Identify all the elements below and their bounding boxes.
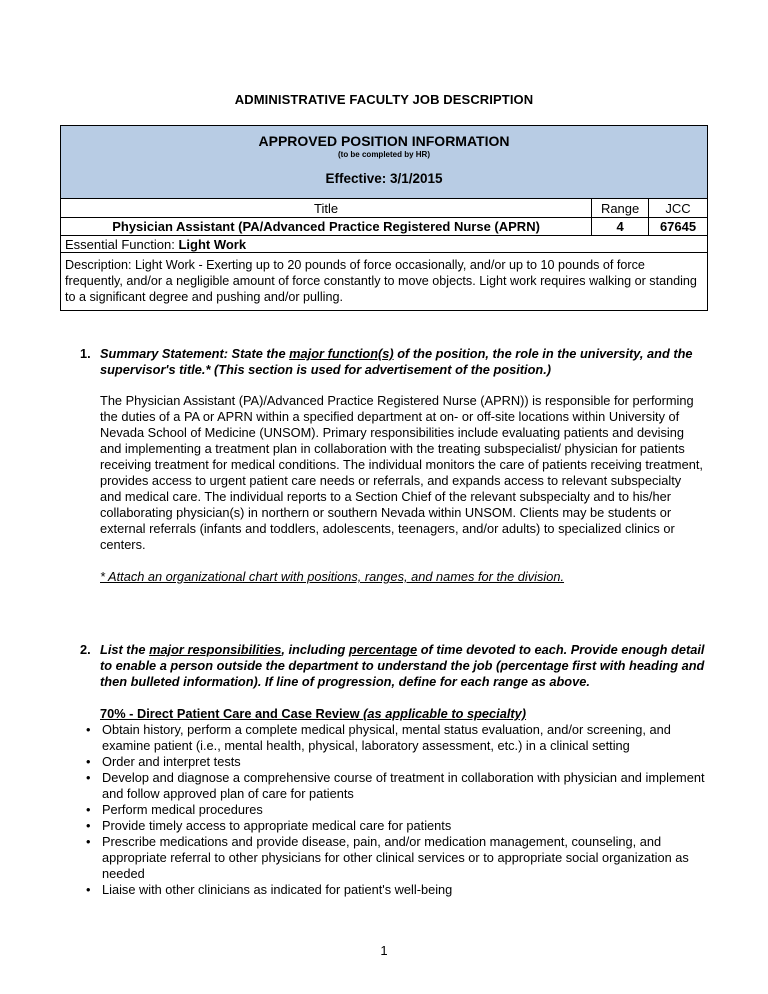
essential-function-row [61,236,708,253]
range-column-label: Range [592,199,649,218]
list-item: • Prescribe medications and provide disease, pain, and/or medication management, counseling, and appropriate referral to other physicians for other clinical services or to appropriate social organization as needed [80,834,706,882]
section-1-number: 1. [80,346,91,361]
page-number: 1 [380,943,388,958]
summary-paragraph: The Physician Assistant (PA)/Advanced Practice Registered Nurse (APRN)) is responsible for performing the duties of a PA or APRN within a specified department at on- or off-site locations within University of Nevada School of Medicine (UNSOM). Primary responsibilities include evaluating patients and devising and implementing a treatment plan in collaboration with the treating subspecialist/ physician for patients receiving treatment for medical conditions. The individual monitors the care of patients receiving treatment, provides access to urgent patient care needs or referrals, and expands access to relevant subspecialty and medical care. The individual reports to a Section Chief of the relevant subspecialty and to his/her collaborating physician(s) in northern or southern Nevada within UNSOM. Clients may be students or external referrals (infants and toddlers, adolescents, teenagers, and/or adults) to specialized clinics or centers. [100,393,703,552]
list-item: • Order and interpret tests [80,754,706,770]
approved-position-table [60,125,708,311]
list-item: • Develop and diagnose a comprehensive course of treatment in collaboration with physician and implement and follow approved plan of care for patients [80,770,706,802]
range-value: 4 [592,218,649,236]
list-item: • Perform medical procedures [80,802,706,818]
document-title: ADMINISTRATIVE FACULTY JOB DESCRIPTION [234,92,534,107]
jcc-column-label: JCC [649,199,708,218]
responsibilities-heading: 2. List the major responsibilities, including percentage of time devoted to each. Provide enough detail to enable a person outside the department to understand the job (percentage first with heading and then bulleted information). If line of progression, define for each range as above. [80,642,705,689]
responsibilities-section [80,642,706,898]
summary-section [80,346,706,585]
effective-date: Effective: 3/1/2015 [325,171,443,186]
direct-patient-care-heading: 70% - Direct Patient Care and Case Review (as applicable to specialty) [100,706,527,721]
position-info-heading: APPROVED POSITION INFORMATION [258,133,510,149]
list-item: • Liaise with other clinicians as indicated for patient's well-being [80,882,706,898]
essential-function-value: Light Work [178,236,247,252]
org-chart-note: * Attach an organizational chart with positions, ranges, and names for the division. [100,569,565,584]
essential-function-label: Essential Function: [65,236,179,252]
list-item: • Obtain history, perform a complete medical physical, mental status evaluation, and/or screening, and examine patient (i.e., mental health, physical, laboratory assessment, etc.) in a clinical setting [80,722,706,754]
title-column-label: Title [61,199,592,218]
position-title-value: Physician Assistant (PA/Advanced Practice Registered Nurse (APRN) [61,218,592,236]
position-info-header [61,126,708,199]
summary-heading: 1. Summary Statement: State the major function(s) of the position, the role in the university, and the supervisor's title.* (This section is used for advertisement of the position.) [80,346,693,377]
description-cell: Description: Light Work - Exerting up to 20 pounds of force occasionally, and/or up to 10 pounds of force frequently, and/or a negligible amount of force constantly to move objects. Light work requires walking or standing to a significant degree and pushing and/or pulling. [61,253,708,311]
list-item: • Provide timely access to appropriate medical care for patients [80,818,706,834]
jcc-value: 67645 [649,218,708,236]
hr-note: (to be completed by HR) [337,150,430,159]
direct-patient-care-list [80,722,706,898]
section-2-number: 2. [80,642,91,657]
